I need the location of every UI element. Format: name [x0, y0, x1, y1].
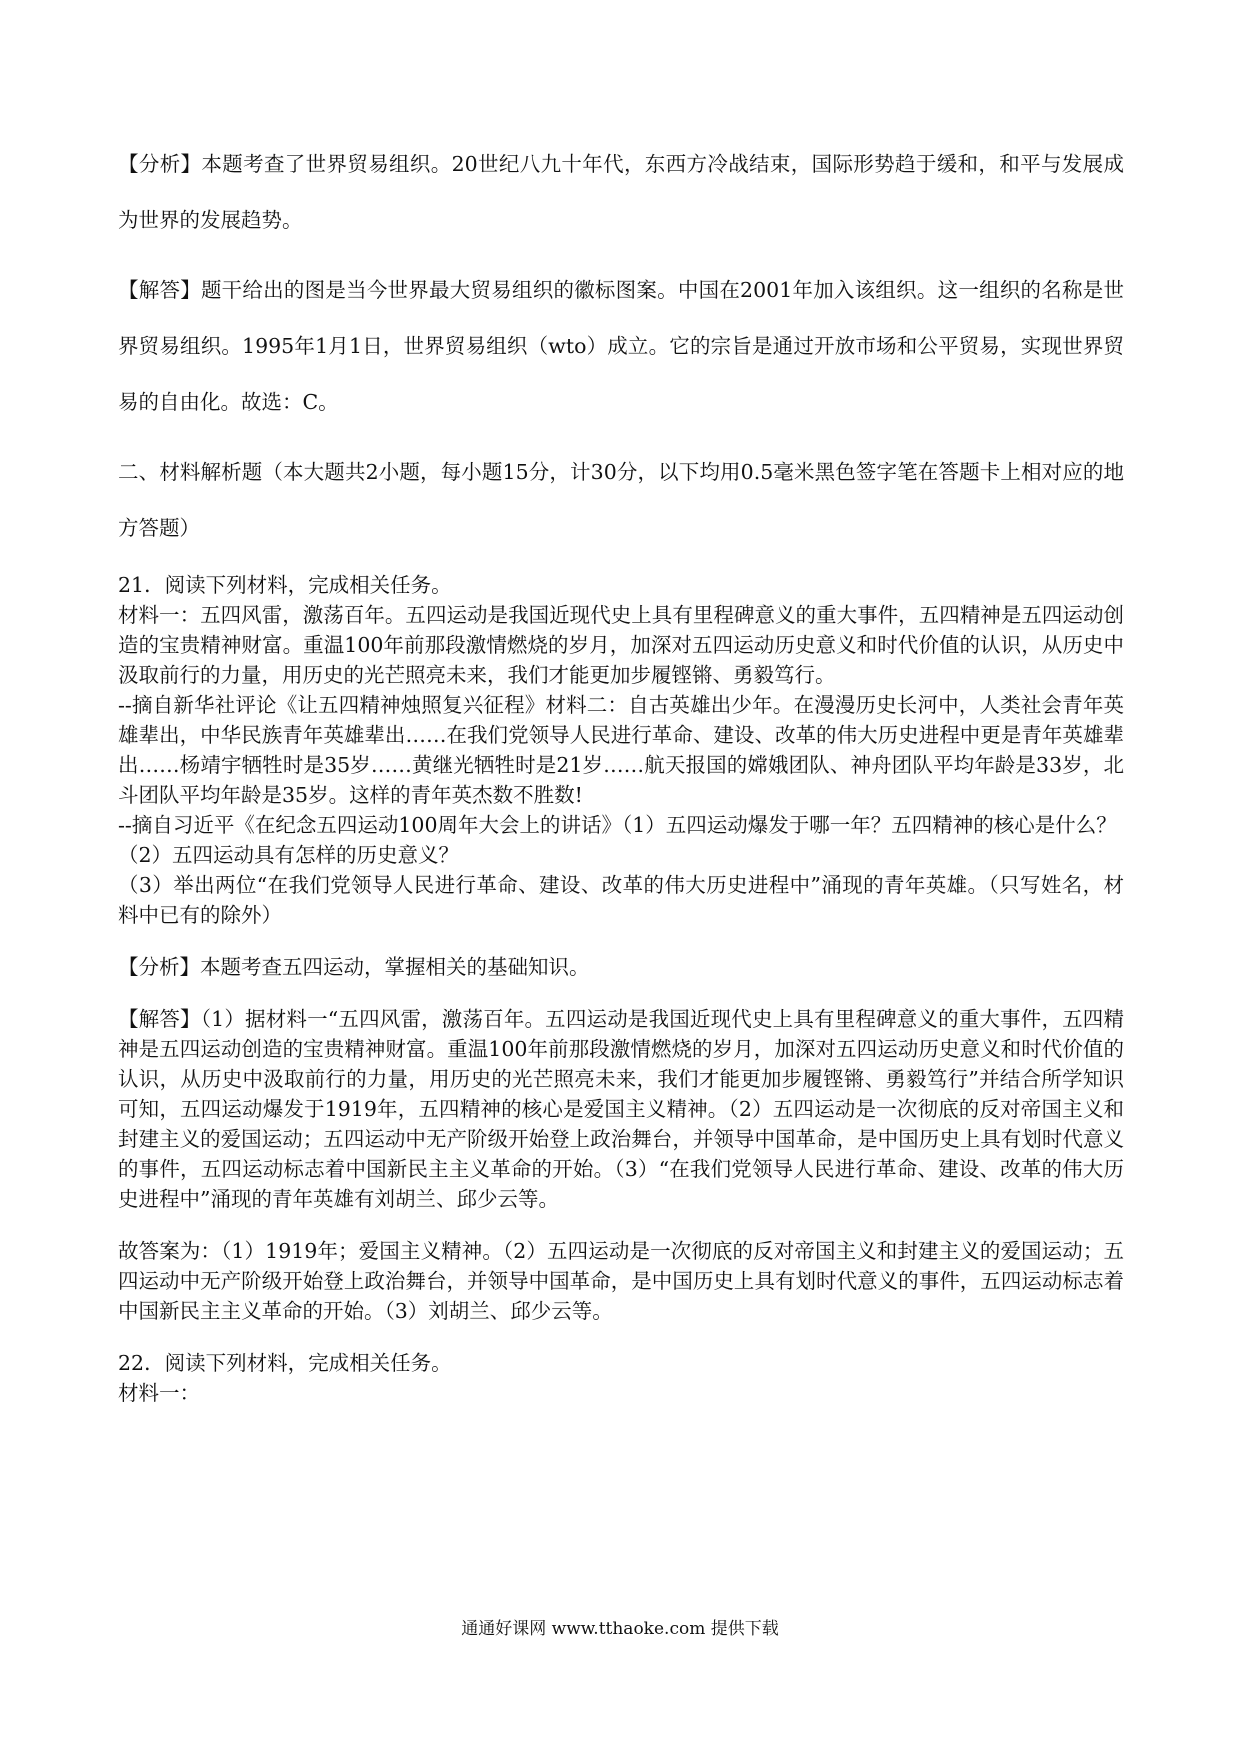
q21-source2-task1: --摘自习近平《在纪念五四运动100周年大会上的讲话》（1）五四运动爆发于哪一年？五四精神的核心是什么？: [118, 813, 1117, 837]
page-footer: 通通好课网 www.tthaoke.com 提供下载: [461, 1619, 779, 1639]
q21-final-answer: 故答案为：（1）1919年；爱国主义精神。（2）五四运动是一次彻底的反对帝国主义和封建主义的爱国运动；五四运动中无产阶级开始登上政治舞台，并领导中国革命，是中国历史上具有划时代意义的事件，五四运动标志着中国新民主主义革命的开始。（3）刘胡兰、邱少云等。: [118, 1239, 1124, 1323]
q21-title: 21．阅读下列材料，完成相关任务。: [118, 573, 452, 597]
q21-material1: 材料一：五四风雷，激荡百年。五四运动是我国近现代史上具有里程碑意义的重大事件，五四精神是五四运动创造的宝贵精神财富。重温100年前那段激情燃烧的岁月，加深对五四运动历史意义和时代价值的认识，从历史中汲取前行的力量，用历史的光芒照亮未来，我们才能更加步履铿锵、勇毅笃行。: [118, 603, 1124, 687]
q20-answer: 【解答】题干给出的图是当今世界最大贸易组织的徽标图案。中国在2001年加入该组织。这一组织的名称是世界贸易组织。1995年1月1日，世界贸易组织（wto）成立。它的宗旨是通过开放市场和公平贸易，实现世界贸易的自由化。故选：C。: [118, 278, 1124, 414]
document-body: [118, 136, 1124, 1408]
q20-analysis: 【分析】本题考查了世界贸易组织。20世纪八九十年代，东西方冷战结束，国际形势趋于缓和，和平与发展成为世界的发展趋势。: [118, 152, 1124, 232]
q21-answer: 【解答】（1）据材料一“五四风雷，激荡百年。五四运动是我国近现代史上具有里程碑意义的重大事件，五四精神是五四运动创造的宝贵精神财富。重温100年前那段激情燃烧的岁月，加深对五四运动历史意义和时代价值的认识，从历史中汲取前行的力量，用历史的光芒照亮未来，我们才能更加步履铿锵、勇毅笃行”并结合所学知识可知，五四运动爆发于1919年，五四精神的核心是爱国主义精神。（2）五四运动是一次彻底的反对帝国主义和封建主义的爱国运动；五四运动中无产阶级开始登上政治舞台，并领导中国革命，是中国历史上具有划时代意义的事件，五四运动标志着中国新民主主义革命的开始。（3）“在我们党领导人民进行革命、建设、改革的伟大历史进程中”涌现的青年英雄有刘胡兰、邱少云等。: [118, 1007, 1124, 1211]
section2-heading: 二、材料解析题（本大题共2小题，每小题15分，计30分，以下均用0.5毫米黑色签字笔在答题卡上相对应的地方答题）: [118, 460, 1124, 540]
q22-material1-label: 材料一：: [118, 1381, 200, 1405]
q21-source1-material2: --摘自新华社评论《让五四精神烛照复兴征程》材料二：自古英雄出少年。在漫漫历史长河中，人类社会青年英雄辈出，中华民族青年英雄辈出……在我们党领导人民进行革命、建设、改革的伟大历史进程中更是青年英雄辈出……杨靖宇牺牲时是35岁……黄继光牺牲时是21岁……航天报国的嫦娥团队、神舟团队平均年龄是33岁，北斗团队平均年龄是35岁。这样的青年英杰数不胜数!: [118, 693, 1124, 807]
q21-analysis: 【分析】本题考查五四运动，掌握相关的基础知识。: [118, 955, 590, 979]
q21-task3: （3）举出两位“在我们党领导人民进行革命、建设、改革的伟大历史进程中”涌现的青年英雄。（只写姓名，材料中已有的除外）: [118, 873, 1124, 927]
q21-task2: （2）五四运动具有怎样的历史意义？: [118, 843, 460, 867]
q22-title: 22．阅读下列材料，完成相关任务。: [118, 1351, 452, 1375]
